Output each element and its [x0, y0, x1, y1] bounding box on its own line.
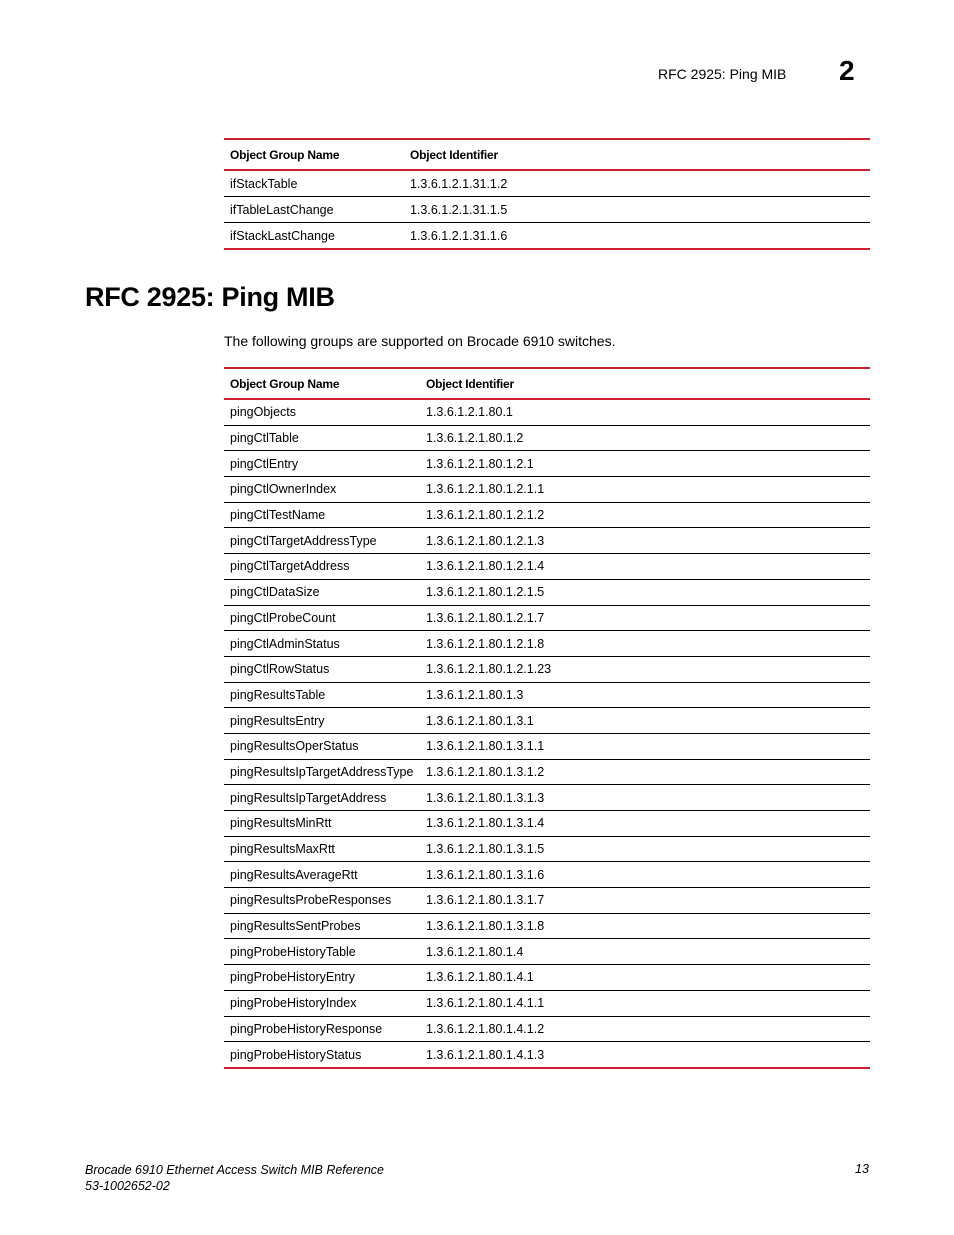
object-identifier: 1.3.6.1.2.1.80.1.4.1.3 — [420, 1042, 870, 1068]
object-identifier: 1.3.6.1.2.1.80.1.2.1.2 — [420, 502, 870, 528]
object-group-name: pingResultsAverageRtt — [224, 862, 420, 888]
object-identifier: 1.3.6.1.2.1.80.1.2.1.4 — [420, 554, 870, 580]
object-identifier: 1.3.6.1.2.1.80.1.4.1.2 — [420, 1016, 870, 1042]
object-identifier: 1.3.6.1.2.1.80.1.2.1.3 — [420, 528, 870, 554]
table-row — [224, 170, 870, 197]
object-identifier: 1.3.6.1.2.1.80.1.3.1.4 — [420, 811, 870, 837]
table-row — [224, 708, 870, 734]
table-row — [224, 605, 870, 631]
table-row — [224, 477, 870, 503]
table-row — [224, 836, 870, 862]
object-group-name: pingCtlDataSize — [224, 579, 420, 605]
object-identifier: 1.3.6.1.2.1.80.1.2 — [420, 425, 870, 451]
table-row — [224, 399, 870, 425]
table-row — [224, 990, 870, 1016]
object-group-name: pingResultsProbeResponses — [224, 888, 420, 914]
table-row — [224, 811, 870, 837]
object-identifier: 1.3.6.1.2.1.80.1 — [420, 399, 870, 425]
object-group-name: ifStackLastChange — [224, 223, 404, 250]
table-row — [224, 759, 870, 785]
object-identifier: 1.3.6.1.2.1.80.1.3 — [420, 682, 870, 708]
object-group-name: pingProbeHistoryResponse — [224, 1016, 420, 1042]
object-identifier: 1.3.6.1.2.1.31.1.5 — [404, 197, 870, 223]
object-group-name: pingCtlTargetAddress — [224, 554, 420, 580]
table-row — [224, 631, 870, 657]
object-group-name: pingObjects — [224, 399, 420, 425]
object-group-name: pingCtlProbeCount — [224, 605, 420, 631]
table-row — [224, 1042, 870, 1068]
table-row — [224, 785, 870, 811]
footer-document-info — [85, 1162, 384, 1194]
object-group-name: pingResultsSentProbes — [224, 913, 420, 939]
footer-doc-title: Brocade 6910 Ethernet Access Switch MIB Reference — [85, 1163, 384, 1177]
object-group-name: pingCtlTestName — [224, 502, 420, 528]
object-group-name: pingCtlAdminStatus — [224, 631, 420, 657]
object-identifier: 1.3.6.1.2.1.80.1.3.1.2 — [420, 759, 870, 785]
table-row — [224, 451, 870, 477]
object-identifier: 1.3.6.1.2.1.31.1.2 — [404, 170, 870, 197]
object-group-name: pingResultsIpTargetAddressType — [224, 759, 420, 785]
object-identifier: 1.3.6.1.2.1.80.1.3.1.7 — [420, 888, 870, 914]
object-identifier: 1.3.6.1.2.1.31.1.6 — [404, 223, 870, 250]
object-identifier: 1.3.6.1.2.1.80.1.4.1.1 — [420, 990, 870, 1016]
object-group-name: pingResultsEntry — [224, 708, 420, 734]
object-group-name: pingResultsMinRtt — [224, 811, 420, 837]
object-identifier: 1.3.6.1.2.1.80.1.4.1 — [420, 965, 870, 991]
table-row — [224, 554, 870, 580]
footer-doc-number: 53-1002652-02 — [85, 1179, 170, 1193]
object-group-name: pingResultsOperStatus — [224, 733, 420, 759]
table-row — [224, 733, 870, 759]
table-row — [224, 223, 870, 250]
object-group-name: pingResultsMaxRtt — [224, 836, 420, 862]
object-identifier: 1.3.6.1.2.1.80.1.3.1.3 — [420, 785, 870, 811]
section-title: RFC 2925: Ping MIB — [85, 282, 335, 312]
interfaces-object-table — [224, 138, 870, 250]
table-row — [224, 528, 870, 554]
object-identifier: 1.3.6.1.2.1.80.1.2.1.8 — [420, 631, 870, 657]
object-identifier: 1.3.6.1.2.1.80.1.3.1.6 — [420, 862, 870, 888]
table-row — [224, 965, 870, 991]
object-identifier: 1.3.6.1.2.1.80.1.4 — [420, 939, 870, 965]
object-group-name: pingProbeHistoryEntry — [224, 965, 420, 991]
object-identifier: 1.3.6.1.2.1.80.1.2.1.7 — [420, 605, 870, 631]
table-row — [224, 682, 870, 708]
table-header-row — [224, 139, 870, 170]
object-identifier: 1.3.6.1.2.1.80.1.2.1 — [420, 451, 870, 477]
object-group-name: pingCtlRowStatus — [224, 656, 420, 682]
object-group-name: pingResultsIpTargetAddress — [224, 785, 420, 811]
object-identifier: 1.3.6.1.2.1.80.1.3.1.8 — [420, 913, 870, 939]
object-identifier: 1.3.6.1.2.1.80.1.2.1.1 — [420, 477, 870, 503]
page-number: 13 — [855, 1162, 869, 1176]
table-row — [224, 939, 870, 965]
table-row — [224, 913, 870, 939]
table-header-row — [224, 368, 870, 399]
table-row — [224, 1016, 870, 1042]
object-group-name: pingProbeHistoryIndex — [224, 990, 420, 1016]
object-identifier: 1.3.6.1.2.1.80.1.2.1.5 — [420, 579, 870, 605]
column-header: Object Group Name — [230, 376, 340, 391]
object-group-name: pingResultsTable — [224, 682, 420, 708]
object-group-name: pingProbeHistoryTable — [224, 939, 420, 965]
object-identifier: 1.3.6.1.2.1.80.1.3.1 — [420, 708, 870, 734]
column-header: Object Identifier — [410, 147, 498, 162]
object-identifier: 1.3.6.1.2.1.80.1.2.1.23 — [420, 656, 870, 682]
table-row — [224, 425, 870, 451]
table-row — [224, 862, 870, 888]
object-group-name: pingCtlTable — [224, 425, 420, 451]
table-row — [224, 579, 870, 605]
table-row — [224, 502, 870, 528]
object-identifier: 1.3.6.1.2.1.80.1.3.1.5 — [420, 836, 870, 862]
table-row — [224, 656, 870, 682]
object-group-name: pingProbeHistoryStatus — [224, 1042, 420, 1068]
chapter-number: 2 — [839, 55, 855, 86]
object-group-name: ifTableLastChange — [224, 197, 404, 223]
object-group-name: ifStackTable — [224, 170, 404, 197]
object-identifier: 1.3.6.1.2.1.80.1.3.1.1 — [420, 733, 870, 759]
running-header-title: RFC 2925: Ping MIB — [658, 66, 787, 82]
object-group-name: pingCtlTargetAddressType — [224, 528, 420, 554]
object-group-name: pingCtlOwnerIndex — [224, 477, 420, 503]
column-header: Object Identifier — [426, 376, 514, 391]
column-header: Object Group Name — [230, 147, 340, 162]
table-row — [224, 888, 870, 914]
ping-mib-object-table — [224, 367, 870, 1069]
section-intro: The following groups are supported on Brocade 6910 switches. — [224, 333, 616, 349]
table-row — [224, 197, 870, 223]
object-group-name: pingCtlEntry — [224, 451, 420, 477]
